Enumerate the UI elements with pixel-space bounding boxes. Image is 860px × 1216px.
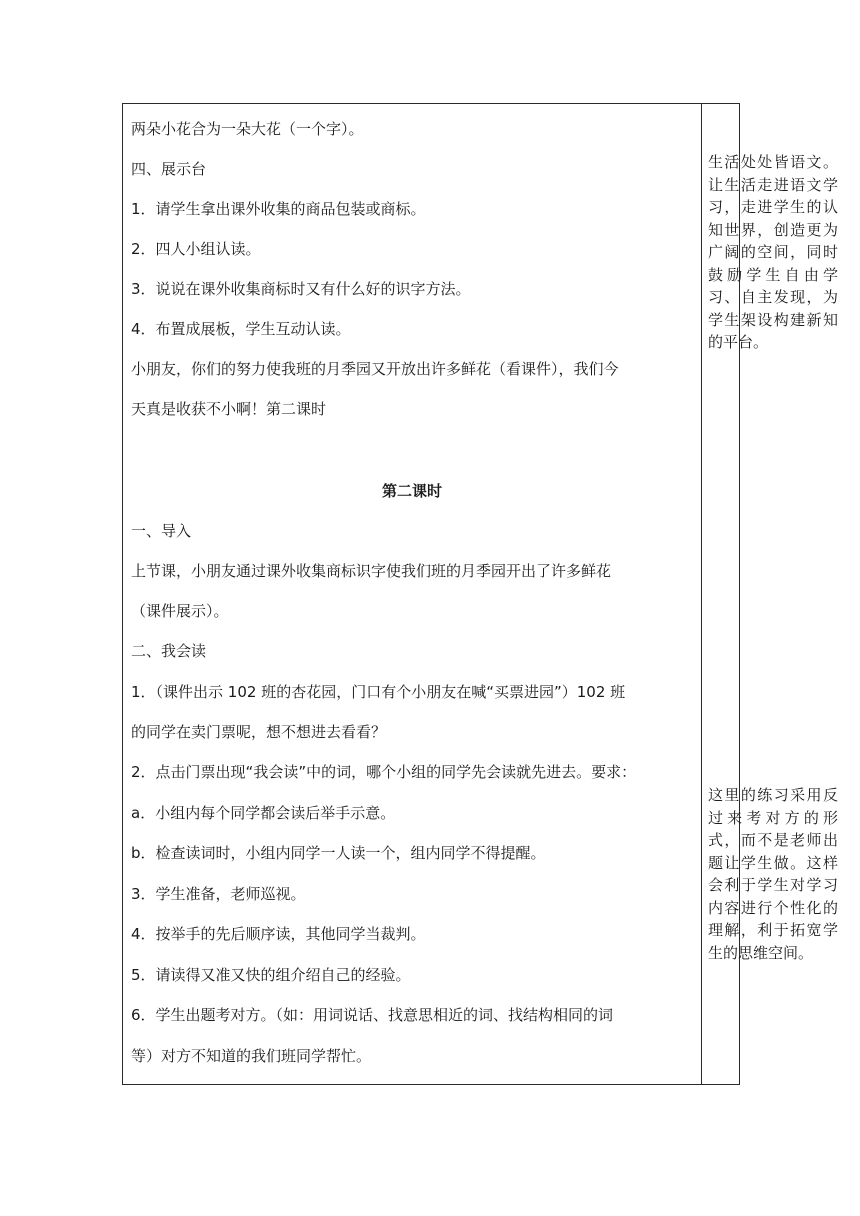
- text-line: 2．四人小组认读。: [131, 240, 261, 258]
- lesson-title: 第二课时: [381, 482, 442, 500]
- text-line: 6．学生出题考对方。（如：用词说话、找意思相近的词、找结构相同的词: [131, 1006, 614, 1024]
- text-line: 1．（课件出示 102 班的杏花园，门口有个小朋友在喊“买票进园”）102 班: [131, 683, 626, 701]
- teaching-notes-column: [702, 104, 838, 1084]
- section-heading-intro: 一、导入: [131, 522, 192, 540]
- text-line: （课件展示）。: [131, 602, 229, 620]
- section-heading-display: 四、展示台: [131, 160, 207, 178]
- text-line: 天真是收获不小啊！第二课时: [131, 400, 327, 418]
- section-heading-reading: 二、我会读: [131, 642, 207, 660]
- text-line: 等）对方不知道的我们班同学帮忙。: [131, 1047, 372, 1065]
- text-line: 4．布置成展板，学生互动认读。: [131, 320, 351, 338]
- text-line: 上节课，小朋友通过课外收集商标识字使我们班的月季园开出了许多鲜花: [131, 562, 612, 580]
- teaching-note: 这里的练习采用反过来考对方的形式，而不是老师出题让学生做。这样会利于学生对学习内容进行个性化的理解，利于拓宽学生的思维空间。: [708, 786, 838, 962]
- text-line: 5．请读得又准又快的组介绍自己的经验。: [131, 966, 411, 984]
- lesson-table: [122, 103, 838, 1085]
- text-line: 3．说说在课外收集商标时又有什么好的识字方法。: [131, 280, 471, 298]
- text-line: 4．按举手的先后顺序读，其他同学当裁判。: [131, 925, 426, 943]
- text-line: a．小组内每个同学都会读后举手示意。: [131, 804, 396, 822]
- text-line: b．检查读词时，小组内同学一人读一个，组内同学不得提醒。: [131, 844, 546, 862]
- text-line: 的同学在卖门票呢，想不想进去看看？: [131, 723, 387, 741]
- lesson-content-column: [123, 104, 702, 1084]
- text-line: 两朵小花合为一朵大花（一个字）。: [131, 120, 364, 138]
- text-line: 2．点击门票出现“我会读”中的词，哪个小组的同学先会读就先进去。要求：: [131, 763, 637, 781]
- text-line: 3．学生准备，老师巡视。: [131, 885, 306, 903]
- text-line: 1．请学生拿出课外收集的商品包装或商标。: [131, 200, 426, 218]
- teaching-note: 生活处处皆语文。让生活走进语文学习，走进学生的认知世界，创造更为广阔的空间，同时鼓励学生自由学习、自主发现，为学生架设构建新知的平台。: [708, 153, 838, 351]
- text-line: 小朋友，你们的努力使我班的月季园又开放出许多鲜花（看课件），我们今: [131, 360, 619, 378]
